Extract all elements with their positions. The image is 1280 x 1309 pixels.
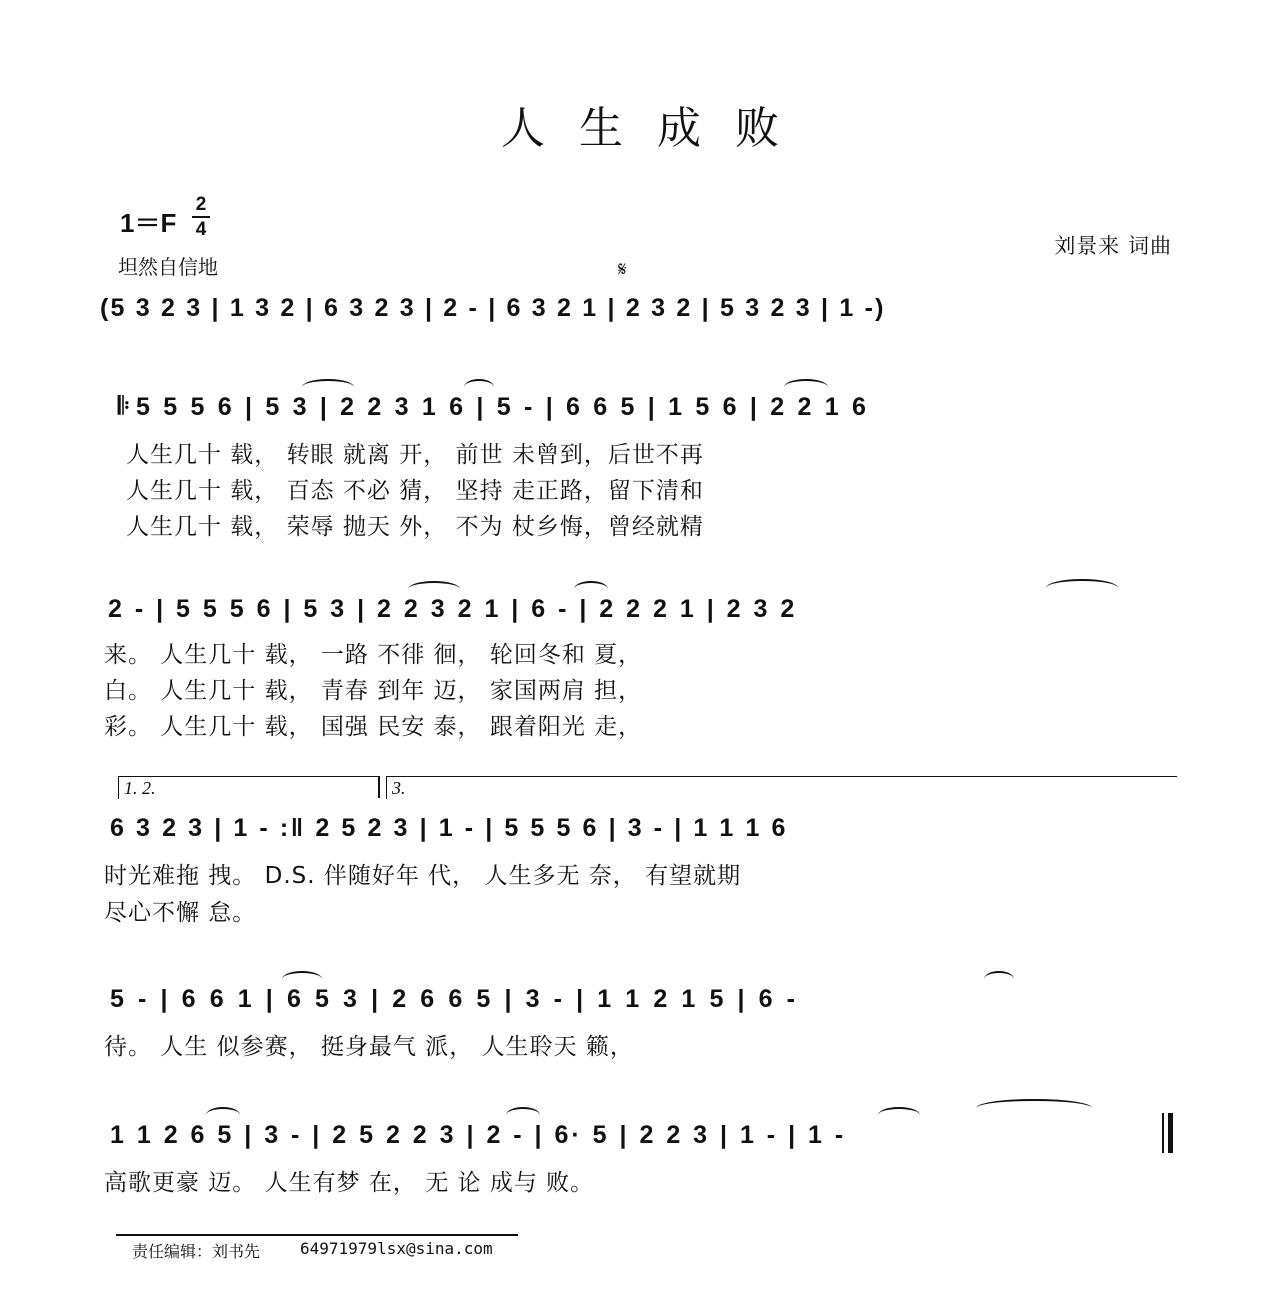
tempo-marking: 坦然自信地 — [118, 255, 218, 279]
volta-first-ending — [118, 776, 379, 799]
slur — [1046, 579, 1118, 597]
notes-row-5: 5 - | 6 6 1 | 6 5 3 | 2 6 6 5 | 3 - | 1 1 2 1 5 | 6 - — [110, 985, 799, 1013]
lyrics-row-2-verse-2: 人生几十 载， 百态 不必 猜， 坚持 走正路，留下清和 — [126, 478, 704, 504]
lyrics-row-2-verse-1: 人生几十 载， 转眼 就离 开， 前世 未曾到，后世不再 — [126, 442, 704, 468]
composer-credit: 刘景来 词曲 — [1054, 234, 1172, 258]
lyrics-row-3-verse-2: 白。 人生几十 载， 青春 到年 迈， 家国两肩 担， — [104, 678, 643, 704]
footer-rule — [116, 1234, 518, 1236]
song-title: 人生成败 — [501, 103, 813, 154]
time-signature-bottom: 4 — [195, 219, 207, 240]
time-signature-top: 2 — [195, 194, 207, 215]
lyrics-row-4-verse-1: 时光难拖 拽。 D.S. 伴随好年 代， 人生多无 奈， 有望就期 — [104, 863, 742, 889]
editor-contact: 64971979lsx@sina.com — [300, 1239, 493, 1258]
notes-row-3: 2 - | 5 5 5 6 | 5 3 | 2 2 3 2 1 | 6 - | 2 2 2 1 | 2 3 2 — [108, 595, 798, 623]
final-barline-thin — [1162, 1113, 1164, 1153]
lyrics-row-2-verse-3: 人生几十 载， 荣辱 抛天 外， 不为 杖乡悔，曾经就精 — [126, 514, 704, 540]
slur — [408, 581, 460, 597]
volta-second-ending — [386, 776, 1177, 799]
slur — [464, 379, 494, 395]
lyrics-row-3-verse-3: 彩。 人生几十 载， 国强 民安 泰， 跟着阳光 走， — [104, 714, 643, 740]
slur — [784, 379, 828, 395]
slur — [984, 971, 1014, 987]
slur — [206, 1107, 240, 1123]
lyrics-row-4-verse-2: 尽心不懈 怠。 — [104, 900, 257, 926]
repeat-start-icon: 𝄆 — [118, 393, 130, 420]
slur — [302, 379, 354, 395]
editor-credit: 责任编辑：刘书先 — [132, 1242, 261, 1261]
tie — [976, 1099, 1092, 1117]
lyrics-row-6-verse-1: 高歌更豪 迈。 人生有梦 在， 无 论 成与 败。 — [104, 1170, 595, 1196]
slur — [878, 1107, 920, 1123]
notes-row-1: (5 3 2 3 | 1 3 2 | 6 3 2 3 | 2 - | 6 3 2 1 | 2 3 2 | 5 3 2 3 | 1 -) — [100, 294, 886, 322]
notes-row-2: 5 5 5 6 | 5 3 | 2 2 3 1 6 | 5 - | 6 6 5 | 1 5 6 | 2 2 1 6 — [136, 393, 870, 421]
volta-first-label: 1. 2. — [124, 778, 156, 798]
lyrics-row-3-verse-1: 来。 人生几十 载， 一路 不徘 徊， 轮回冬和 夏， — [104, 642, 643, 668]
volta-first-end — [378, 776, 380, 798]
slur — [506, 1107, 540, 1123]
time-signature — [190, 194, 212, 240]
volta-second-label: 3. — [392, 778, 406, 798]
lyrics-row-5-verse-1: 待。 人生 似参赛， 挺身最气 派， 人生聆天 籁， — [104, 1034, 634, 1060]
notation-row-1 — [0, 294, 1280, 354]
notes-row-4: 6 3 2 3 | 1 - :‖ 2 5 2 3 | 1 - | 5 5 5 6 | 3 - | 1 1 1 6 — [110, 814, 789, 842]
final-barline-thick — [1168, 1113, 1173, 1153]
time-signature-bar — [192, 216, 210, 218]
segno-icon: 𝄋 — [618, 257, 627, 281]
notes-row-6: 1 1 2 6 5 | 3 - | 2 5 2 2 3 | 2 - | 6· 5 | 2 2 3 | 1 - | 1 - — [110, 1121, 847, 1149]
slur — [574, 581, 608, 597]
key-signature: 1＝F — [120, 208, 177, 238]
slur — [282, 971, 322, 987]
